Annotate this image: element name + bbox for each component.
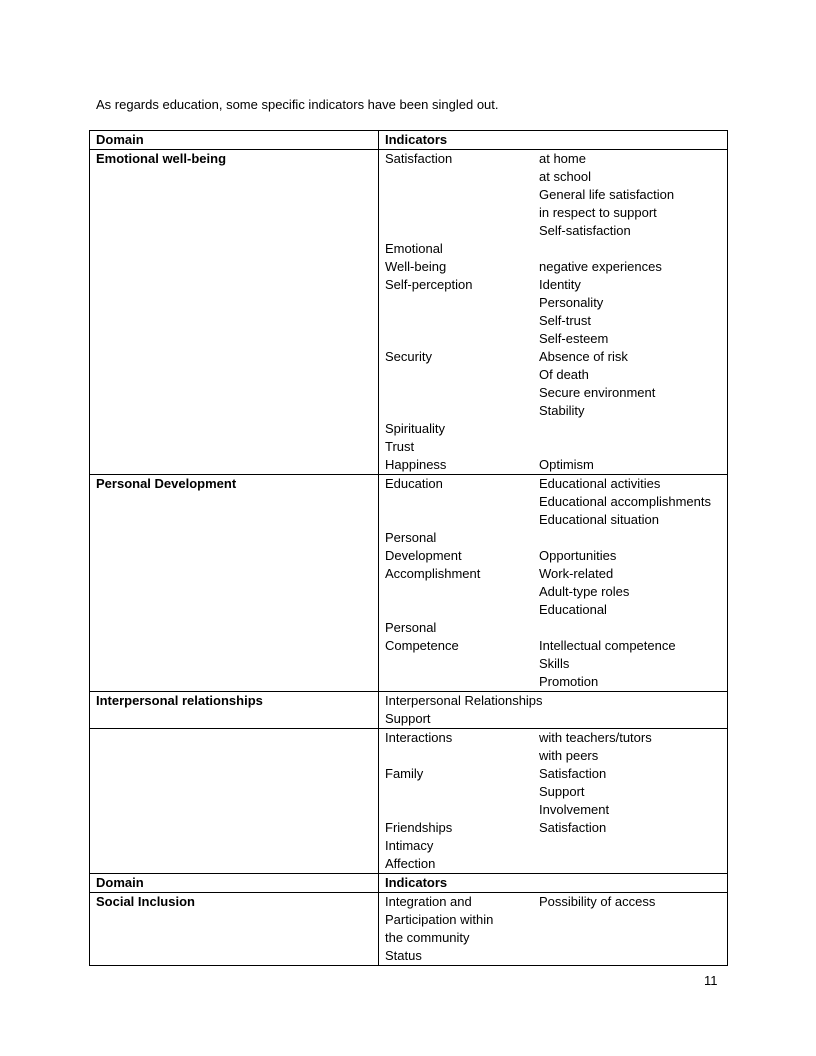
indicator-label: Interactions	[385, 730, 453, 745]
indicator-label: Happiness	[385, 457, 447, 472]
indicators-cell	[379, 475, 728, 692]
sub-indicator-label: with teachers/tutors	[539, 730, 652, 745]
indicator-line	[385, 168, 721, 186]
sub-indicator-label: Absence of risk	[539, 349, 628, 364]
header-domain-repeat: Domain	[90, 874, 379, 893]
indicator-line	[385, 493, 721, 511]
indicator-label: the community	[385, 930, 470, 945]
indicator-line	[385, 186, 721, 204]
indicator-line	[385, 438, 721, 456]
sub-indicator-label: General life satisfaction	[539, 187, 675, 202]
sub-indicator-label: at home	[539, 151, 586, 166]
indicator-label: Emotional	[385, 241, 443, 256]
indicator-label: Support	[385, 711, 431, 726]
indicator-line	[385, 619, 721, 637]
table-row	[90, 729, 728, 874]
domain-cell: Personal Development	[90, 475, 379, 692]
domain-cell: Emotional well-being	[90, 150, 379, 475]
sub-indicator-label: negative experiences	[539, 259, 662, 274]
indicator-line	[385, 637, 721, 655]
indicator-line	[385, 402, 721, 420]
sub-indicator-label: Stability	[539, 403, 585, 418]
indicator-line	[385, 294, 721, 312]
indicator-line	[385, 710, 721, 728]
indicator-line	[385, 204, 721, 222]
indicator-line	[385, 565, 721, 583]
sub-indicator-label: Educational situation	[539, 512, 659, 527]
indicator-label: Personal	[385, 530, 437, 545]
indicators-cell	[379, 729, 728, 874]
indicator-line	[385, 456, 721, 474]
indicator-line	[385, 801, 721, 819]
indicator-label: Integration and	[385, 894, 472, 909]
indicators-cell	[379, 893, 728, 966]
sub-indicator-label: Skills	[539, 656, 570, 671]
header-indicators: Indicators	[379, 131, 728, 150]
domain-cell: Social Inclusion	[90, 893, 379, 966]
indicator-line	[385, 384, 721, 402]
indicators-cell	[379, 150, 728, 475]
indicator-line	[385, 837, 721, 855]
sub-indicator-label: Self-trust	[539, 313, 592, 328]
sub-indicator-label: Adult-type roles	[539, 584, 630, 599]
indicator-line	[385, 330, 721, 348]
indicator-label: Development	[385, 548, 462, 563]
indicator-line	[385, 511, 721, 529]
indicator-line	[385, 893, 721, 911]
indicator-line	[385, 747, 721, 765]
sub-indicator-label: Promotion	[539, 674, 599, 689]
table-row	[90, 150, 728, 475]
sub-indicator-label: Satisfaction	[539, 820, 607, 835]
table-row	[90, 893, 728, 966]
sub-indicator-label: Opportunities	[539, 548, 617, 563]
sub-indicator-label: Of death	[539, 367, 589, 382]
domain-cell: Interpersonal relationships	[90, 692, 379, 729]
indicator-line	[385, 529, 721, 547]
table-row	[90, 475, 728, 692]
indicator-label: Family	[385, 766, 424, 781]
table-header-row	[90, 874, 728, 893]
indicator-line	[385, 655, 721, 673]
indicator-label: Well-being	[385, 259, 447, 274]
indicator-label: Self-perception	[385, 277, 473, 292]
indicator-line	[385, 783, 721, 801]
indicator-line	[385, 601, 721, 619]
indicator-label: Education	[385, 476, 443, 491]
indicator-label: Spirituality	[385, 421, 445, 436]
sub-indicator-label: Intellectual competence	[539, 638, 676, 653]
sub-indicator-label: Personality	[539, 295, 604, 310]
indicator-line	[385, 222, 721, 240]
sub-indicator-label: Work-related	[539, 566, 614, 581]
header-indicators-repeat: Indicators	[379, 874, 728, 893]
indicator-line	[385, 583, 721, 601]
sub-indicator-label: Identity	[539, 277, 581, 292]
indicator-label: Competence	[385, 638, 459, 653]
sub-indicator-label: Self-esteem	[539, 331, 609, 346]
indicator-line	[385, 475, 721, 493]
sub-indicator-label: Self-satisfaction	[539, 223, 631, 238]
indicator-line	[385, 150, 721, 168]
indicator-label: Security	[385, 349, 432, 364]
sub-indicator-label: Educational activities	[539, 476, 661, 491]
sub-indicator-label: Educational	[539, 602, 607, 617]
sub-indicator-label: Educational accomplishments	[539, 494, 711, 509]
indicator-line	[385, 729, 721, 747]
indicator-line	[385, 911, 721, 929]
indicator-label: Trust	[385, 439, 415, 454]
indicator-line	[385, 258, 721, 276]
indicator-line	[385, 366, 721, 384]
indicators-table	[89, 130, 728, 966]
indicator-label: Personal	[385, 620, 437, 635]
intro-paragraph: As regards education, some specific indicators have been singled out.	[96, 97, 499, 112]
indicator-line	[385, 692, 721, 710]
table-header-row	[90, 131, 728, 150]
sub-indicator-label: Optimism	[539, 457, 594, 472]
indicator-line	[385, 819, 721, 837]
indicator-line	[385, 929, 721, 947]
page-number: 11	[704, 973, 718, 988]
indicator-label: Participation within	[385, 912, 494, 927]
sub-indicator-label: with peers	[539, 748, 599, 763]
indicator-line	[385, 240, 721, 258]
indicator-line	[385, 673, 721, 691]
indicators-cell	[379, 692, 728, 729]
indicator-label: Status	[385, 948, 422, 963]
indicator-line	[385, 420, 721, 438]
indicator-label: Satisfaction	[385, 151, 453, 166]
sub-indicator-label: Involvement	[539, 802, 610, 817]
sub-indicator-label: Support	[539, 784, 585, 799]
sub-indicator-label: Possibility of access	[539, 894, 656, 909]
indicator-label: Friendships	[385, 820, 453, 835]
indicator-line	[385, 947, 721, 965]
indicator-line	[385, 276, 721, 294]
indicator-label: Accomplishment	[385, 566, 481, 581]
sub-indicator-label: Satisfaction	[539, 766, 607, 781]
indicator-label: Affection	[385, 856, 436, 871]
indicator-line	[385, 547, 721, 565]
indicator-line	[385, 765, 721, 783]
table-row	[90, 692, 728, 729]
sub-indicator-label: in respect to support	[539, 205, 657, 220]
sub-indicator-label: at school	[539, 169, 592, 184]
indicator-line	[385, 348, 721, 366]
indicator-label: Intimacy	[385, 838, 434, 853]
indicator-line	[385, 855, 721, 873]
domain-cell	[90, 729, 379, 874]
indicator-line	[385, 312, 721, 330]
indicator-label: Interpersonal Relationships	[385, 693, 543, 708]
header-domain: Domain	[90, 131, 379, 150]
sub-indicator-label: Secure environment	[539, 385, 656, 400]
